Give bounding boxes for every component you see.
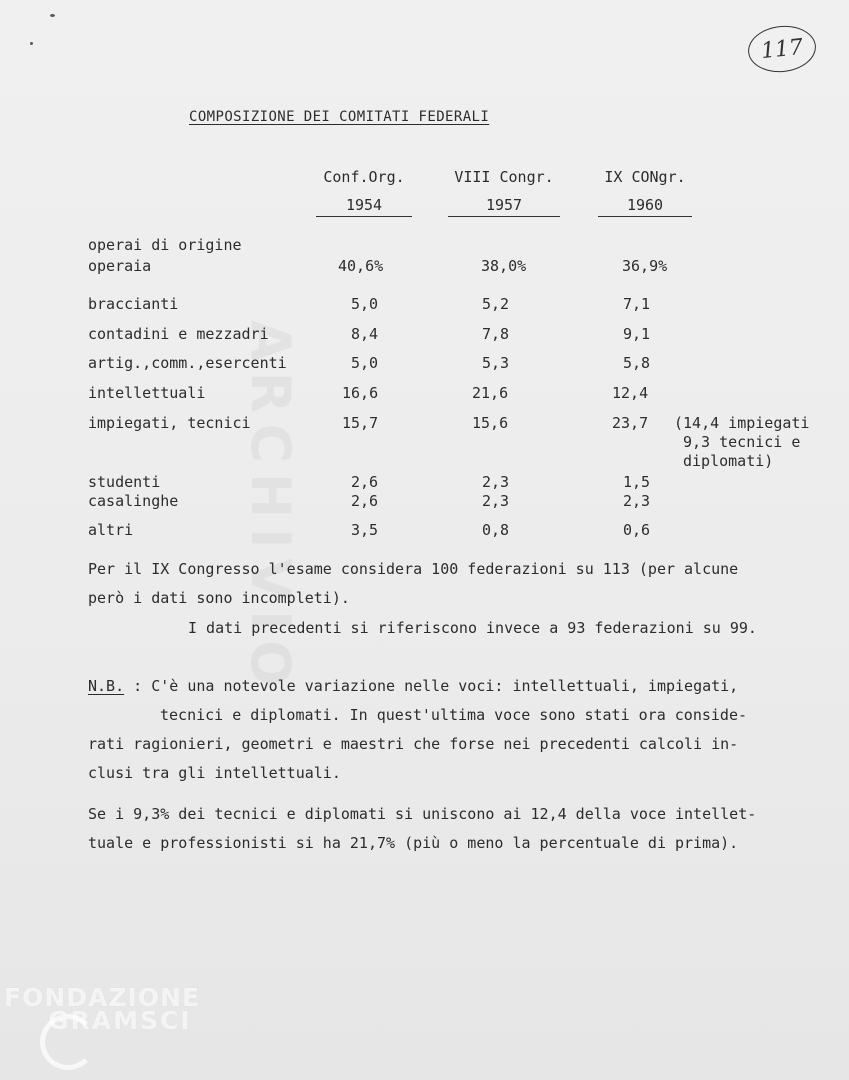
ink-speck bbox=[50, 14, 55, 17]
table-cell: 36,9% bbox=[622, 257, 668, 275]
nb-line: tecnici e diplomati. In quest'ultima voce sono stati ora conside- bbox=[160, 706, 747, 724]
row-label: operaia bbox=[88, 257, 152, 275]
nb-text: : C'è una notevole variazione nelle voci: intellettuali, impiegati, bbox=[133, 677, 739, 695]
archive-watermark bbox=[261, 320, 280, 696]
side-note-line: 9,3 tecnici e bbox=[683, 433, 801, 451]
table-cell: 12,4 bbox=[612, 384, 649, 402]
paragraph-line: tuale e professionisti si ha 21,7% (più o meno la percentuale di prima). bbox=[88, 834, 739, 852]
paragraph-line: Se i 9,3% dei tecnici e diplomati si uniscono ai 12,4 della voce intellet- bbox=[88, 805, 757, 823]
table-cell: 5,0 bbox=[351, 295, 379, 313]
logo-line: GRAMSCI bbox=[48, 1006, 192, 1035]
column-header bbox=[316, 168, 412, 217]
table-cell: 21,6 bbox=[472, 384, 509, 402]
row-label: casalinghe bbox=[88, 492, 179, 510]
row-label: intellettuali bbox=[88, 384, 206, 402]
table-cell: 23,7 bbox=[612, 414, 649, 432]
table-cell: 7,8 bbox=[482, 325, 510, 343]
table-cell: 40,6% bbox=[338, 257, 384, 275]
table-cell: 5,3 bbox=[482, 354, 510, 372]
table-cell: 38,0% bbox=[481, 257, 527, 275]
nb-line bbox=[88, 677, 738, 696]
document-title: COMPOSIZIONE DEI COMITATI FEDERALI bbox=[189, 109, 490, 125]
fondazione-gramsci-logo bbox=[4, 983, 224, 1060]
row-label: artig.,comm.,esercenti bbox=[88, 354, 287, 372]
logo-line: FONDAZIONE bbox=[4, 983, 201, 1012]
table-cell: 0,6 bbox=[623, 521, 651, 539]
ink-speck bbox=[30, 42, 33, 45]
paragraph-line: però i dati sono incompleti). bbox=[88, 589, 350, 607]
table-cell: 5,0 bbox=[351, 354, 379, 372]
page-number-stamp: 117 bbox=[746, 23, 818, 76]
column-name: VIII Congr. bbox=[454, 168, 554, 186]
column-name: IX CONgr. bbox=[604, 168, 686, 186]
column-name: Conf.Org. bbox=[323, 168, 405, 186]
side-note bbox=[674, 414, 809, 471]
table-cell: 15,6 bbox=[472, 414, 509, 432]
nb-label: N.B. bbox=[88, 677, 125, 695]
column-header bbox=[448, 168, 560, 217]
table-cell: 0,8 bbox=[482, 521, 510, 539]
paragraph-line: Per il IX Congresso l'esame considera 100 federazioni su 113 (per alcune bbox=[88, 560, 739, 578]
row-label: contadini e mezzadri bbox=[88, 325, 269, 343]
logo-ring-icon bbox=[40, 1014, 96, 1070]
column-year: 1960 bbox=[598, 196, 692, 217]
nb-line: rati ragionieri, geometri e maestri che forse nei precedenti calcoli in- bbox=[88, 735, 739, 753]
table-cell: 15,7 bbox=[342, 414, 379, 432]
table-cell: 2,6 bbox=[351, 492, 379, 510]
column-year: 1954 bbox=[316, 196, 412, 217]
table-cell: 5,8 bbox=[623, 354, 651, 372]
paragraph-line: I dati precedenti si riferiscono invece a 93 federazioni su 99. bbox=[188, 619, 757, 637]
side-note-line: (14,4 impiegati bbox=[674, 414, 810, 432]
table-cell: 2,3 bbox=[482, 473, 510, 491]
table-cell: 7,1 bbox=[623, 295, 651, 313]
table-cell: 1,5 bbox=[623, 473, 651, 491]
row-label: altri bbox=[88, 521, 134, 539]
table-cell: 5,2 bbox=[482, 295, 510, 313]
row-label: braccianti bbox=[88, 295, 179, 313]
row-label: impiegati, tecnici bbox=[88, 414, 251, 432]
table-cell: 2,3 bbox=[623, 492, 651, 510]
nb-line: clusi tra gli intellettuali. bbox=[88, 764, 341, 782]
table-cell: 2,3 bbox=[482, 492, 510, 510]
table-cell: 3,5 bbox=[351, 521, 379, 539]
table-cell: 8,4 bbox=[351, 325, 379, 343]
table-cell: 2,6 bbox=[351, 473, 379, 491]
table-cell: 9,1 bbox=[623, 325, 651, 343]
row-label: studenti bbox=[88, 473, 161, 491]
side-note-line: diplomati) bbox=[683, 452, 774, 470]
table-cell: 16,6 bbox=[342, 384, 379, 402]
column-header bbox=[598, 168, 692, 217]
column-year: 1957 bbox=[448, 196, 560, 217]
row-label: operai di origine bbox=[88, 236, 242, 254]
